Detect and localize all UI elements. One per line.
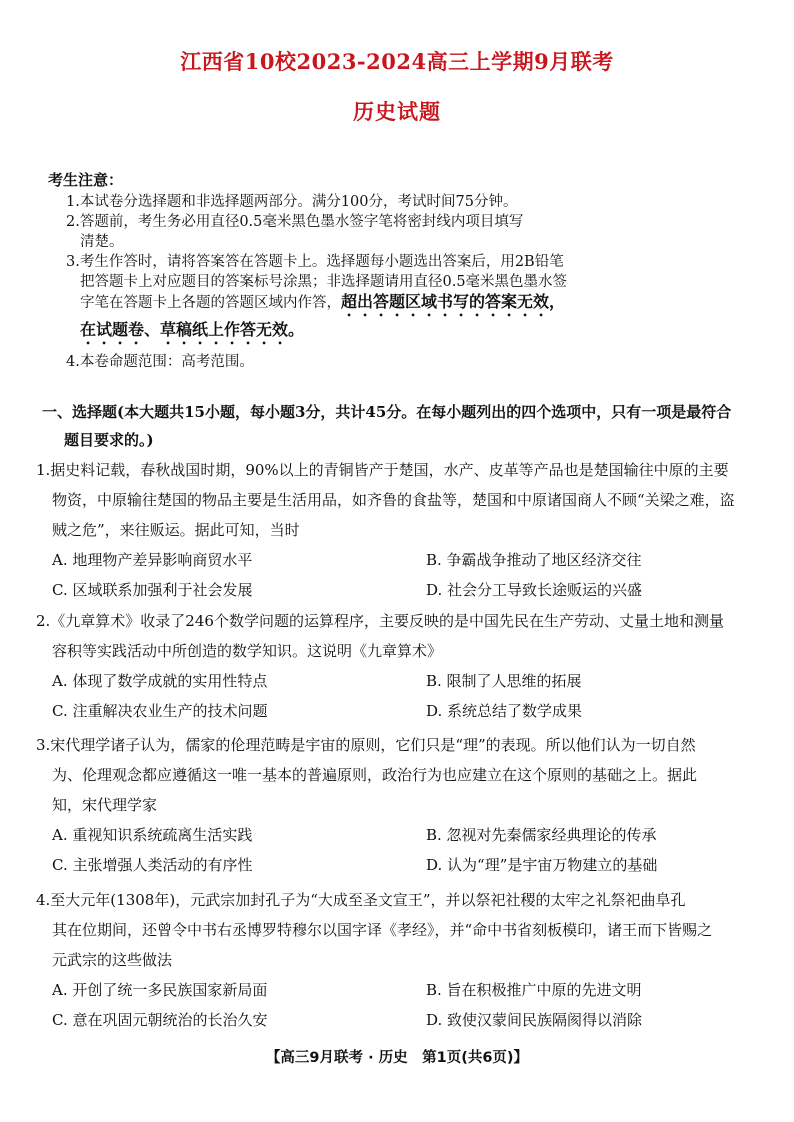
question-4-line-2: 其在位期间，还曾令中书右丞博罗特穆尔以国字译《孝经》，并“命中书省刻板模印，诸王而下皆赐之 [52,921,713,939]
question-4-option-d: D. 致使汉蒙间民族隔阂得以消除 [426,1011,643,1029]
notice-item-2-cont: 清楚。 [80,234,124,250]
question-1-line-1: 1.据史料记载，春秋战国时期，90%以上的青铜皆产于楚国，水产、皮革等产品也是楚国输往中原的主要 [36,461,729,479]
question-1-option-d: D. 社会分工导致长途贩运的兴盛 [426,581,643,599]
candidate-notice [48,170,768,372]
question-2 [36,606,762,726]
question-2-option-c: C. 注重解决农业生产的技术问题 [52,702,268,720]
notice-item-1: 1.本试卷分选择题和非选择题两部分。满分100分，考试时间75分钟。 [66,194,518,210]
question-1-line-3: 贼之危”，来往贩运。据此可知，当时 [52,521,300,539]
question-3-option-a: A. 重视知识系统疏离生活实践 [52,826,253,844]
notice-heading: 考生注意： [48,171,124,189]
question-4-option-b: B. 旨在积极推广中原的先进文明 [426,981,642,999]
notice-item-2: 2.答题前，考生务必用直径0.5毫米黑色墨水签字笔将密封线内项目填写 [66,214,524,230]
notice-item-4: 4.本卷命题范围：高考范围。 [66,354,254,370]
question-1-line-2: 物资，中原输往楚国的物品主要是生活用品，如齐鲁的食盐等，楚国和中原诸国商人不顾“关梁之难，盗 [52,491,735,509]
question-4-line-3: 元武宗的这些做法 [52,951,173,969]
question-1-option-b: B. 争霸战争推动了地区经济交往 [426,551,642,569]
notice-emphasis-1: 超出答题区域书写的答案无效， [341,292,566,311]
question-3-line-1: 3.宋代理学诸子认为，儒家的伦理范畴是宇宙的原则，它们只是“理”的表现。所以他们认为一切自然 [36,736,696,754]
question-3 [36,730,762,880]
question-4 [36,885,762,1035]
notice-item-3-line3 [48,292,768,320]
question-3-line-2: 为、伦理观念都应遵循这一唯一基本的普遍原则，政治行为也应建立在这个原则的基础之上。据此 [52,766,698,784]
question-1 [36,455,762,605]
exam-subtitle: 历史试题 [353,99,441,124]
question-1-option-c: C. 区域联系加强利于社会发展 [52,581,253,599]
question-3-option-d: D. 认为“理”是宇宙万物建立的基础 [426,856,658,874]
question-3-option-b: B. 忽视对先秦儒家经典理论的传承 [426,826,657,844]
question-2-option-d: D. 系统总结了数学成果 [426,702,583,720]
notice-item-3-line2: 把答题卡上对应题目的答案标号涂黑；非选择题请用直径0.5毫米黑色墨水签 [80,274,568,290]
notice-item-3: 3.考生作答时，请将答案答在答题卡上。选择题每小题选出答案后，用2B铅笔 [66,254,564,270]
question-3-option-c: C. 主张增强人类活动的有序性 [52,856,253,874]
question-2-option-a: A. 体现了数学成就的实用性特点 [52,672,268,690]
section-line-1: 一、选择题(本大题共15小题，每小题3分，共计45分。在每小题列出的四个选项中，只有一项是最符合 [42,403,732,421]
section-line-2: 题目要求的。) [64,431,154,449]
section-heading [42,398,766,454]
page-footer: 【高三9月联考 · 历史 第1页(共6页)】 [265,1050,529,1066]
notice-item-3-line4 [48,320,768,348]
question-4-line-1: 4.至大元年(1308年)，元武宗加封孔子为“大成至圣文宣王”，并以祭祀社稷的太牢之礼祭祀曲阜孔 [36,891,686,909]
question-4-option-c: C. 意在巩固元朝统治的长治久安 [52,1011,268,1029]
question-1-option-a: A. 地理物产差异影响商贸水平 [52,551,253,569]
question-4-option-a: A. 开创了统一多民族国家新局面 [52,981,268,999]
question-2-line-1: 2.《九章算术》收录了246个数学问题的运算程序，主要反映的是中国先民在生产劳动、丈量土地和测量 [36,612,724,630]
question-2-line-2: 容积等实践活动中所创造的数学知识。这说明《九章算术》 [52,642,443,660]
exam-title: 江西省10校2023-2024高三上学期9月联考 [180,49,614,74]
question-2-option-b: B. 限制了人思维的拓展 [426,672,582,690]
question-3-line-3: 知，宋代理学家 [52,796,158,814]
notice-emphasis-2: 在试题卷、草稿纸上作答无效。 [80,320,305,339]
notice-item-3-text: 字笔在答题卡上各题的答题区域内作答， [80,295,341,311]
